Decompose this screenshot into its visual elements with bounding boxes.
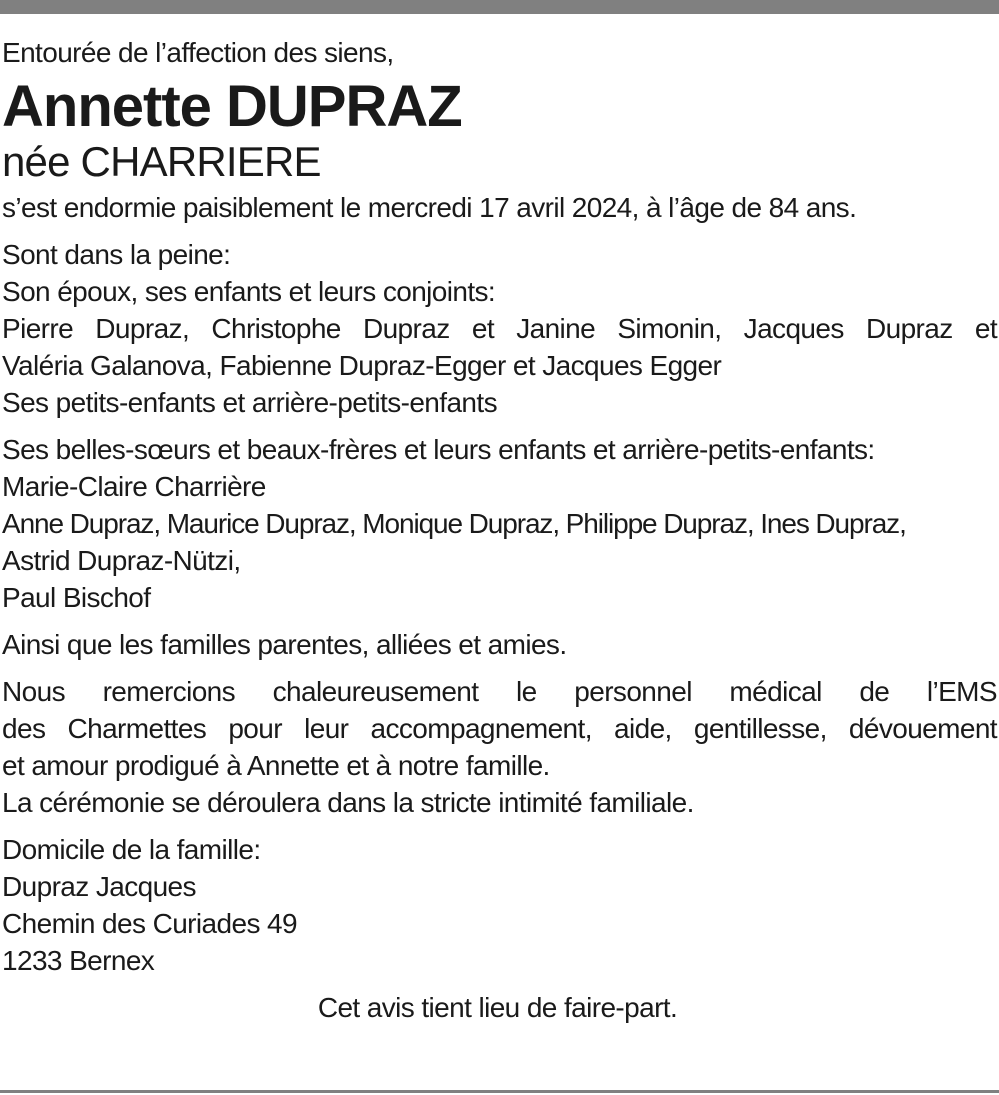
spouse-children-heading: Son époux, ses enfants et leurs conjoints: (2, 276, 496, 307)
in-laws-line: Paul Bischof (2, 582, 151, 613)
death-announcement: s’est endormie paisiblement le mercredi 17 avril 2024, à l’âge de 84 ans. (2, 192, 857, 223)
in-laws-line: Astrid Dupraz-Nützi, (2, 545, 241, 576)
children-line: Valéria Galanova, Fabienne Dupraz-Egger et Jacques Egger (2, 350, 722, 381)
thanks-line: Nous remercions chaleureusement le personnel médical de l’EMS (2, 676, 997, 707)
grandchildren-line: Ses petits-enfants et arrière-petits-enfants (2, 387, 497, 418)
in-laws-section (2, 431, 997, 616)
domicile-city: 1233 Bernex (2, 945, 155, 976)
closing-line: Cet avis tient lieu de faire-part. (317, 992, 678, 1023)
domicile-heading: Domicile de la famille: (2, 834, 261, 865)
in-laws-line: Marie-Claire Charrière (2, 471, 266, 502)
maiden-name: née CHARRIERE (2, 138, 321, 185)
mourners-heading: Sont dans la peine: (2, 239, 231, 270)
domicile-section (2, 831, 997, 979)
ceremony-line: La cérémonie se déroulera dans la stricte intimité familiale. (2, 787, 694, 818)
obituary-notice (2, 34, 997, 1026)
deceased-name: Annette DUPRAZ (2, 74, 462, 139)
thanks-line: et amour prodigué à Annette et à notre famille. (2, 750, 550, 781)
children-line: Pierre Dupraz, Christophe Dupraz et Janine Simonin, Jacques Dupraz et (2, 313, 997, 344)
bottom-border (0, 1090, 999, 1093)
thanks-section (2, 673, 997, 821)
families-line: Ainsi que les familles parentes, alliées et amies. (2, 629, 567, 660)
in-laws-heading: Ses belles-sœurs et beaux-frères et leurs enfants et arrière-petits-enfants: (2, 434, 875, 465)
mourners-section (2, 236, 997, 421)
domicile-street: Chemin des Curiades 49 (2, 908, 297, 939)
thanks-line: des Charmettes pour leur accompagnement, aide, gentillesse, dévouement (2, 713, 997, 744)
top-border (0, 0, 999, 14)
families-section (2, 626, 997, 663)
intro-text: Entourée de l’affection des siens, (2, 37, 394, 68)
in-laws-line: Anne Dupraz, Maurice Dupraz, Monique Dupraz, Philippe Dupraz, Ines Dupraz, (2, 508, 906, 539)
domicile-name: Dupraz Jacques (2, 871, 196, 902)
